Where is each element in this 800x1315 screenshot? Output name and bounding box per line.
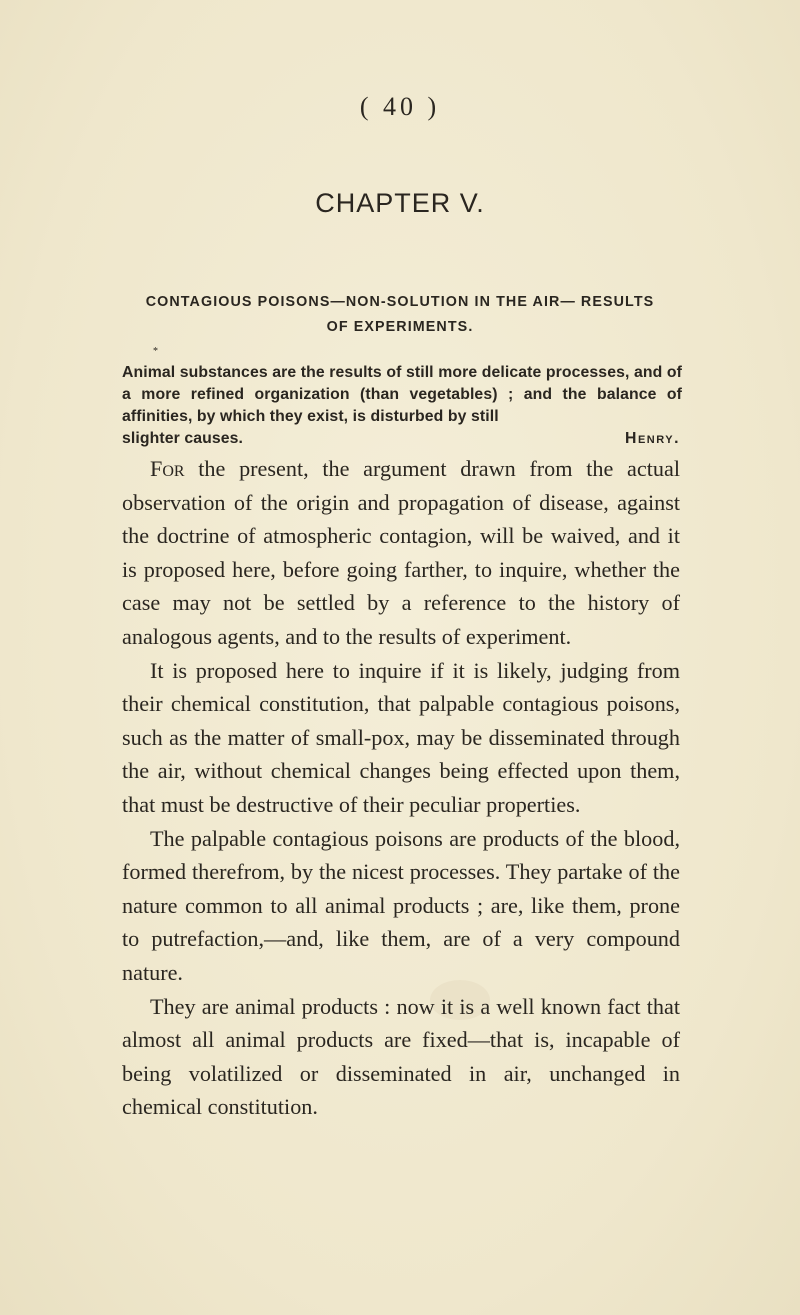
- epigraph-text: Animal substances are the results of still more delicate processes, and of a more refined organization (than vegetables) ; and the balance of affinities, by which they exist, is disturbed by still: [122, 364, 682, 425]
- epigraph-last-line: [122, 428, 682, 450]
- body-text: [122, 452, 680, 1124]
- paragraph-1-first-word: For: [150, 456, 185, 481]
- epigraph-attribution: Henry.: [625, 430, 680, 447]
- paragraph-2: It is proposed here to inquire if it is likely, judging from their chemical constitution, that palpable contagious poisons, such as the matter of small-pox, may be disseminated through the air, without chemical changes being effected upon them, that must be destructive of their peculiar properties.: [122, 657, 680, 817]
- paragraph-1-text: the present, the argument drawn from the actual observation of the origin and propagation of disease, against the doctrine of atmospheric contagion, will be waived, and it is proposed here, before going farther, to inquire, whether the case may not be settled by a reference to the history of analogous agents, and to the results of experiment.: [122, 456, 680, 649]
- page-number: ( 40 ): [359, 92, 441, 121]
- epigraph-last-words: slighter causes.: [122, 430, 244, 447]
- paragraph-4: They are animal products : now it is a well known fact that almost all animal products are fixed—that is, incapable of being volatilized or disseminated in air, unchanged in chemical constitution.: [122, 993, 680, 1120]
- paragraph-3: The palpable contagious poisons are products of the blood, formed therefrom, by the nicest processes. They partake of the nature common to all animal products ; are, like them, prone to putrefaction,—and, like them, are of a very compound nature.: [122, 825, 680, 985]
- epigraph: [122, 362, 682, 450]
- epigraph-mark: *: [153, 346, 158, 357]
- paragraph-1: [122, 452, 680, 654]
- chapter-title: CHAPTER V.: [315, 188, 485, 218]
- chapter-subtitle: CONTAGIOUS POISONS—NON-SOLUTION IN THE AIR— RESULTS OF EXPERIMENTS.: [145, 294, 655, 335]
